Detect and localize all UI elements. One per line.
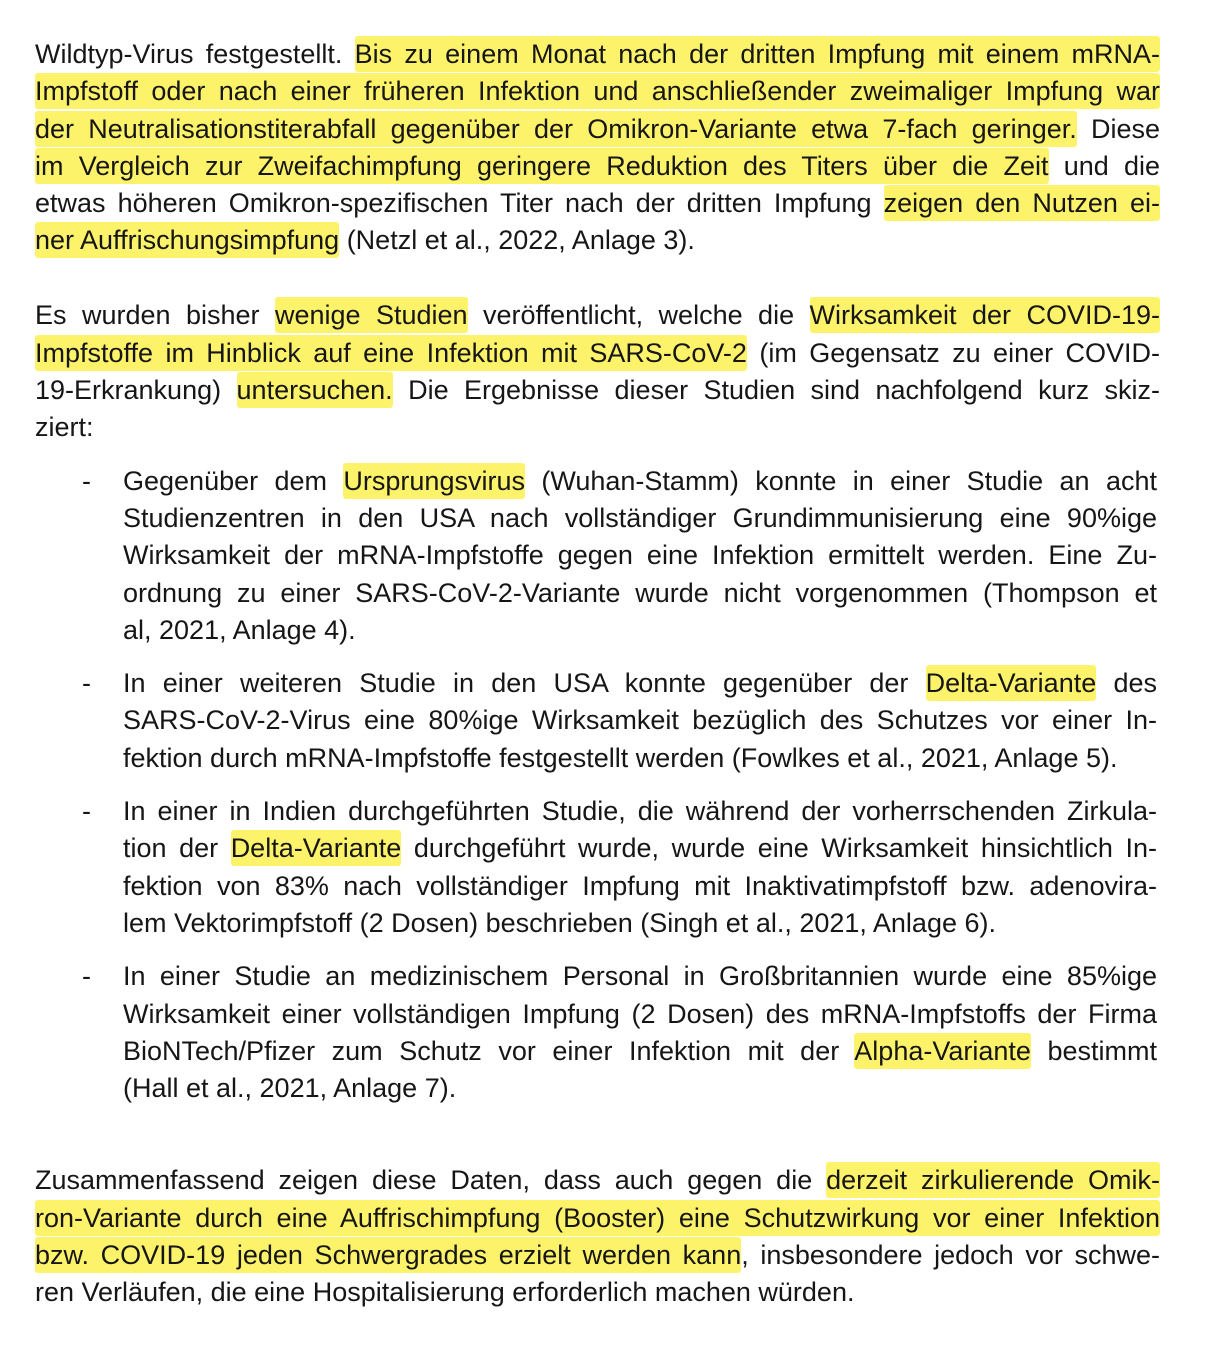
text-line (123, 996, 1157, 1033)
list-item-text (123, 793, 1157, 942)
text-line (35, 185, 1160, 222)
text-line (35, 1274, 1160, 1311)
text-segment: Diese (1076, 113, 1161, 144)
highlighted-text: wenige Studien (275, 297, 468, 333)
highlighted-text: Alpha-Variante (854, 1033, 1031, 1069)
text-line (123, 793, 1157, 830)
text-line (123, 463, 1157, 500)
text-line (123, 500, 1157, 537)
highlighted-text: im Vergleich zur Zweifachimpfung geringere Reduktion des Titers über die Zeit (35, 148, 1049, 184)
text-segment: In einer weiteren Studie in den USA konnte gegenüber der (123, 668, 926, 699)
highlighted-text: Delta-Variante (926, 665, 1097, 701)
text-line (123, 1033, 1157, 1070)
text-line (35, 297, 1160, 334)
paragraph-summary (35, 1162, 1160, 1311)
text-line (123, 612, 1157, 649)
text-line (35, 73, 1160, 110)
highlighted-text: Wirksamkeit der COVID-19- (810, 297, 1160, 333)
text-segment: 19-Erkrankung) (35, 375, 237, 406)
paragraph-study-overview (35, 297, 1160, 446)
text-line (123, 537, 1157, 574)
list-item (35, 463, 1160, 649)
list-item (35, 665, 1160, 777)
text-line (35, 111, 1160, 148)
text-line (35, 1162, 1160, 1199)
text-line (35, 372, 1160, 409)
highlighted-text: ner Auffrischungsimpfung (35, 222, 339, 258)
text-segment: fektion durch mRNA-Impfstoffe festgestellt werden (Fowlkes et al., 2021, Anlage 5). (123, 742, 1118, 773)
text-segment: Gegenüber dem (123, 465, 344, 496)
text-segment: BioNTech/Pfizer zum Schutz vor einer Infektion mit der (123, 1035, 855, 1066)
text-segment: (im Gegensatz zu einer COVID- (746, 337, 1160, 368)
list-item-text (123, 958, 1157, 1107)
text-segment: Wildtyp-Virus festgestellt. (35, 39, 355, 69)
text-segment: In einer in Indien durchgeführten Studie, die während der vorherrschenden Zirkula- (123, 796, 1157, 827)
highlighted-text: Impfstoffe im Hinblick auf eine Infektion mit SARS-CoV-2 (35, 335, 747, 371)
text-line (123, 702, 1157, 739)
text-line (123, 665, 1157, 702)
text-line (35, 335, 1160, 372)
text-line (123, 575, 1157, 612)
text-segment: (Netzl et al., 2022, Anlage 3). (339, 225, 695, 256)
text-segment: (Wuhan-Stamm) konnte in einer Studie an acht (524, 465, 1158, 496)
text-segment: al, 2021, Anlage 4). (123, 614, 356, 645)
text-segment: ren Verläufen, die eine Hospitalisierung erforderlich machen würden. (35, 1277, 855, 1308)
text-segment: tion der (123, 833, 231, 864)
text-segment: lem Vektorimpfstoff (2 Dosen) beschrieben (Singh et al., 2021, Anlage 6). (123, 907, 996, 938)
text-segment: ordnung zu einer SARS-CoV-2-Variante wurde nicht vorgenommen (Thompson et (123, 577, 1157, 608)
list-dash: - (82, 796, 91, 827)
highlighted-text: Ursprungsvirus (343, 463, 525, 499)
text-line (35, 148, 1160, 185)
list-item (35, 793, 1160, 942)
list-item (35, 958, 1160, 1107)
text-segment: Wirksamkeit einer vollständigen Impfung (2 Dosen) des mRNA-Impfstoffs der Firma (123, 998, 1157, 1029)
study-list (35, 463, 1160, 1108)
text-segment: In einer Studie an medizinischem Personal in Großbritannien wurde eine 85%ige (123, 961, 1157, 992)
text-segment: durchgeführt wurde, wurde eine Wirksamkeit hinsichtlich In- (401, 833, 1157, 864)
text-line (123, 958, 1157, 995)
highlighted-text: der Neutralisationstiterabfall gegenüber der Omikron-Variante etwa 7-fach geringer. (35, 111, 1077, 147)
text-segment: Wirksamkeit der mRNA-Impfstoffe gegen eine Infektion ermittelt werden. Eine Zu- (123, 540, 1157, 571)
text-segment: Studienzentren in den USA nach vollständiger Grundimmunisierung eine 90%ige (123, 502, 1157, 533)
highlighted-text: bzw. COVID-19 jeden Schwergrades erzielt werden kann (35, 1237, 741, 1273)
list-dash: - (82, 465, 91, 496)
text-line (35, 409, 1160, 446)
list-item-text (123, 665, 1157, 777)
text-line (35, 36, 1160, 73)
paragraph-neutralisation-titer (35, 36, 1160, 260)
text-segment: , insbesondere jedoch vor schwe- (741, 1240, 1161, 1270)
list-item-text (123, 463, 1157, 649)
text-segment: und die (1048, 150, 1160, 181)
highlighted-text: Impfstoff oder nach einer früheren Infektion und anschließender zweimaliger Impfung war (35, 73, 1160, 109)
text-line (35, 222, 1160, 259)
text-segment: (Hall et al., 2021, Anlage 7). (123, 1073, 457, 1104)
text-line (123, 1070, 1157, 1107)
highlighted-text: untersuchen. (237, 372, 393, 408)
text-segment: Die Ergebnisse dieser Studien sind nachfolgend kurz skiz- (392, 375, 1160, 406)
text-segment: des (1096, 668, 1157, 699)
list-dash: - (82, 668, 91, 699)
text-segment: ziert: (35, 412, 94, 443)
text-line (123, 905, 1157, 942)
text-segment: SARS-CoV-2-Virus eine 80%ige Wirksamkeit bezüglich des Schutzes vor einer In- (123, 705, 1157, 736)
text-segment: fektion von 83% nach vollständiger Impfung mit Inaktivatimpfstoff bzw. adenovira- (123, 870, 1157, 901)
text-line (123, 868, 1157, 905)
text-line (123, 740, 1157, 777)
highlighted-text: Bis zu einem Monat nach der dritten Impfung mit einem mRNA- (355, 36, 1160, 72)
text-line (123, 830, 1157, 867)
highlighted-text: zeigen den Nutzen ei- (884, 185, 1160, 221)
highlighted-text: derzeit zirkulierende Omik- (826, 1162, 1160, 1198)
text-segment: Zusammenfassend zeigen diese Daten, dass auch gegen die (35, 1165, 827, 1196)
text-segment: veröffentlicht, welche die (467, 300, 810, 331)
highlighted-text: Delta-Variante (231, 830, 402, 866)
text-segment: Es wurden bisher (35, 300, 275, 331)
highlighted-text: ron-Variante durch eine Auffrischimpfung (Booster) eine Schutzwirkung vor einer Infektion (35, 1200, 1160, 1236)
text-segment: etwas höheren Omikron-spezifischen Titer nach der dritten Impfung (35, 188, 884, 219)
text-segment: bestimmt (1030, 1035, 1157, 1066)
text-line (35, 1237, 1160, 1274)
text-line (35, 1200, 1160, 1237)
list-dash: - (82, 961, 91, 992)
